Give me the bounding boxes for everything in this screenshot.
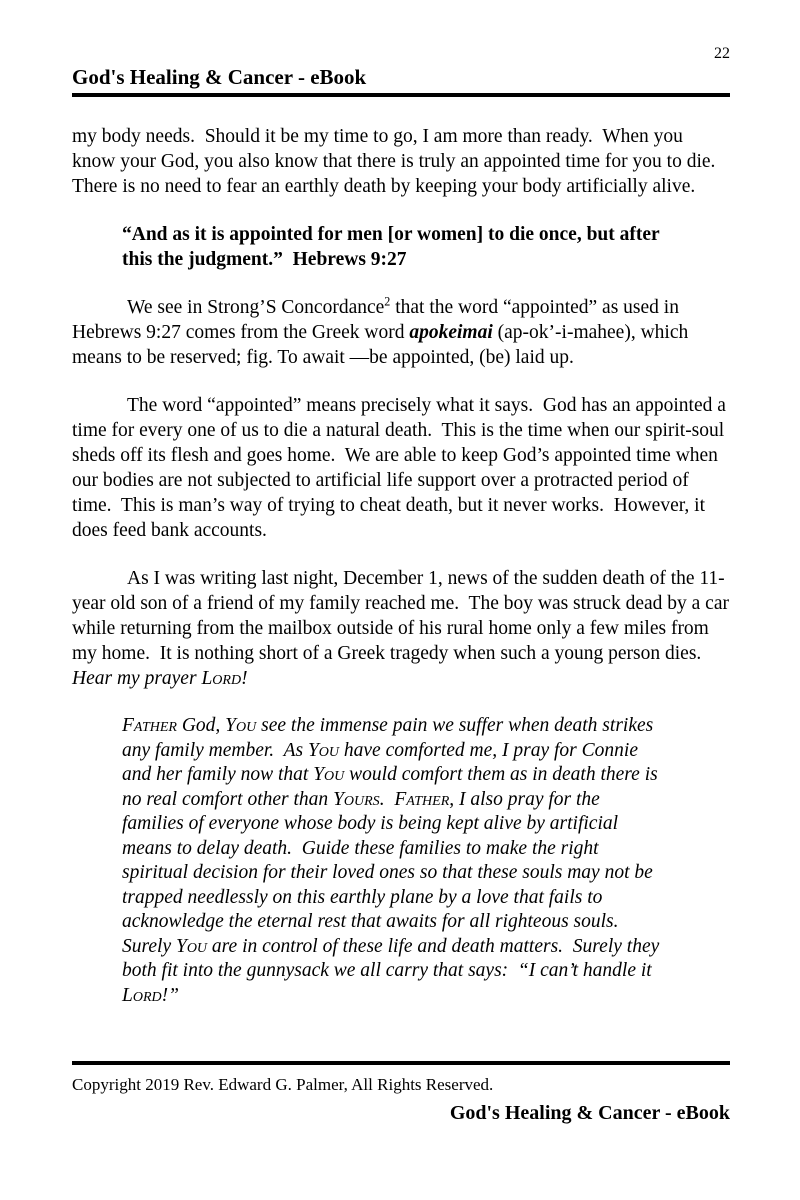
deity-pronoun: You xyxy=(175,935,208,957)
text-run: !” xyxy=(161,984,179,1006)
footer-title: God's Healing & Cancer - eBook xyxy=(449,1102,730,1124)
text-run: my body needs. Should it be my time to go, I am more than ready. When you know your God, you also know that there is truly an appointed time for you to die. There is no need to fear an earthly death by keeping your body artificially alive. xyxy=(72,126,725,197)
scripture-quote xyxy=(122,222,692,272)
body-paragraph-1 xyxy=(72,124,730,199)
body-paragraph-3 xyxy=(72,393,730,543)
text-run: would comfort them as in death there is no real comfort other than xyxy=(122,764,663,810)
body-paragraph-4 xyxy=(72,566,734,691)
text-run: God, xyxy=(176,715,226,736)
footnote-reference: 2 xyxy=(384,294,391,309)
deity-name: Father xyxy=(122,715,177,736)
deity-pronoun: You xyxy=(313,764,345,785)
text-run: see the immense pain we suffer when death strikes any family member. As xyxy=(122,715,659,761)
page-header xyxy=(72,64,730,97)
deity-pronoun: You xyxy=(307,739,340,761)
text-run: As I was writing last night, December 1, news of the sudden death of the 11-year old son of a friend of my family reached me. The boy was struck dead by a car while returning from the mailbox outside of his rural home only a few miles from my home. It is nothing short of a Greek tragedy when such a young person dies. xyxy=(72,568,734,664)
header-title: God's Healing & Cancer - eBook xyxy=(72,65,367,89)
text-run: that the word “appointed” as used in Hebrews 9:27 comes from the Greek word xyxy=(72,297,684,343)
deity-name: Father xyxy=(394,788,450,810)
text-run: The word “appointed” means precisely what it says. God has an appointed a time for every one of us to die a natural death. This is the time when our spirit-soul sheds off its flesh and goes home. We are able to keep God’s appointed time when our bodies are not subjected to artificial life support over a protracted period of time. This is man’s way of trying to cheat death, but it never works. However, it does feed bank accounts. xyxy=(72,395,731,541)
text-run: We see in Strong’S Concordance xyxy=(127,297,385,318)
text-run: have comforted me, I pray for Connie and her family now that xyxy=(122,739,643,785)
prayer-block xyxy=(122,714,664,1008)
header-rule xyxy=(72,93,730,97)
page-footer xyxy=(72,1061,730,1125)
body-paragraph-2 xyxy=(72,295,730,370)
text-run: ! xyxy=(241,668,248,689)
text-run: (ap-ok’-i-mahee), which means to be reserved; fig. To await —be appointed, (be) laid up. xyxy=(72,322,694,368)
deity-name: Lord xyxy=(201,668,242,689)
text-run: are in control of these life and death matters. Surely they both fit into the gunnysack we all carry that says: “I can’t handle it xyxy=(122,935,665,981)
deity-pronoun: You xyxy=(225,715,257,736)
deity-pronoun: Yours xyxy=(333,788,380,810)
text-run: Hear my prayer xyxy=(72,668,202,689)
text-run: , I also pray for the families of everyone whose body is being kept alive by artificial means to delay death. Guide these families to make the right spiritual decision for their loved ones so that these souls may not be trapped needlessly on this earthly plane by a love that fails to acknowledge the eternal rest that awaits for all righteous souls. Surely xyxy=(122,788,658,957)
greek-word: apokeimai xyxy=(409,322,493,343)
page-number: 22 xyxy=(714,45,730,62)
copyright-notice: Copyright 2019 Rev. Edward G. Palmer, All Rights Reserved. xyxy=(72,1075,494,1094)
text-run: “And as it is appointed for men [or women] to die once, but after this the judgment.” Hebrews 9:27 xyxy=(122,224,665,270)
deity-name: Lord xyxy=(122,984,162,1006)
text-run: . xyxy=(379,788,395,810)
page-body xyxy=(72,124,734,1008)
